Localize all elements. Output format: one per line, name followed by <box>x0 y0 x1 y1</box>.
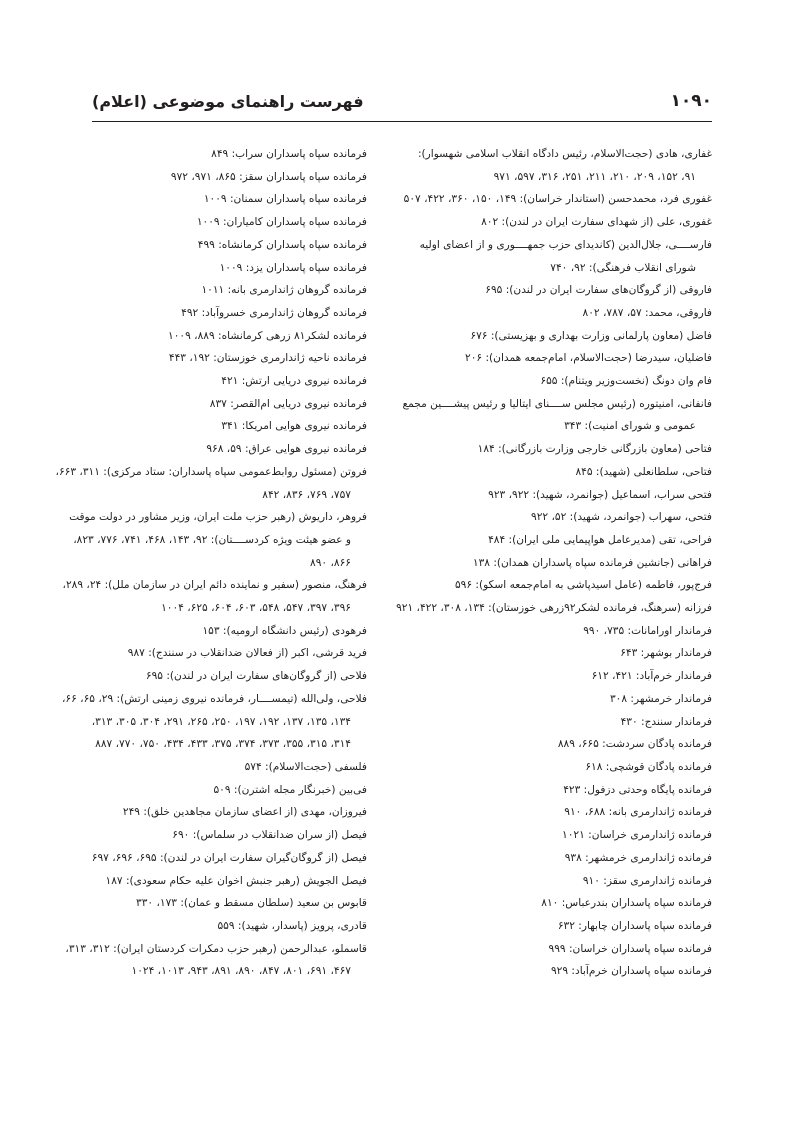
index-entry-line: فرمانده گروهان ژاندارمری خسروآباد: ۴۹۲ <box>181 306 367 319</box>
header-divider <box>92 121 712 122</box>
index-entry <box>391 188 712 211</box>
index-entry-line: فرهودی (رئیس دانشگاه ارومیه): ۱۵۳ <box>202 624 367 637</box>
index-entry-line: فاضل (معاون پارلمانی وزارت بهداری و بهزیستی): ۶۷۶ <box>470 329 712 342</box>
index-entry-continuation: شورای انقلاب فرهنگی): ۹۲، ۷۴۰ <box>550 261 696 274</box>
index-entry <box>91 279 367 302</box>
index-entry <box>391 915 712 938</box>
index-entry-continuation: ۹۱، ۱۵۲، ۲۰۹، ۲۱۰، ۲۱۱، ۲۵۱، ۳۱۶، ۵۹۷، ۹۷۱ <box>493 170 696 183</box>
index-entry-line: قادری، پرویز (پاسدار، شهید): ۵۵۹ <box>217 919 367 932</box>
index-entry <box>91 801 367 824</box>
index-entry <box>391 620 712 643</box>
index-entry <box>391 892 712 915</box>
index-entry-line: فرمانده گروهان ژاندارمری بانه: ۱۰۱۱ <box>201 284 367 297</box>
index-entry <box>391 756 712 779</box>
index-entry-line: فیصل (از گروگان‌گیران سفارت ایران در لندن): ۶۹۵، ۶۹۶، ۶۹۷ <box>91 851 367 864</box>
index-entry-line: فارســــی، جلال‌الدین (کاندیدای حزب جمهــــوری و از اعضای اولیه <box>419 238 712 251</box>
index-entry <box>91 211 367 234</box>
index-entry <box>391 143 712 188</box>
index-entry <box>91 756 367 779</box>
index-entry <box>91 234 367 257</box>
index-entry-line: فروتن (مسئول روابط‌عمومی سپاه پاسداران: ستاد مرکزی): ۳۱۱، ۶۶۳، <box>55 465 367 478</box>
index-entry <box>391 211 712 234</box>
index-entry-line: فراحی، تقی (مدیرعامل هواپیمایی ملی ایران): ۴۸۴ <box>488 533 712 546</box>
index-entry-line: فرمانده لشکر۸۱ زرهی کرمانشاه: ۸۸۹، ۱۰۰۹ <box>168 329 367 342</box>
index-entry-line: فرمانده سپاه پاسداران یزد: ۱۰۰۹ <box>219 261 367 274</box>
index-entry-continuation: ۱۳۴، ۱۳۵، ۱۳۷، ۱۹۲، ۱۹۷، ۲۵۰، ۲۶۵، ۲۹۱، ۳۰۴، ۳۰۵، ۳۱۳، <box>91 715 351 728</box>
index-entry <box>391 847 712 870</box>
index-entry <box>391 938 712 961</box>
index-entry <box>391 779 712 802</box>
index-entry-line: فیصل الجویش (رهبر جنبش اخوان علیه حکام سعودی): ۱۸۷ <box>105 874 367 887</box>
index-entry <box>91 325 367 348</box>
index-entry-continuation: ۴۶۷، ۶۹۱، ۸۰۱، ۸۴۷، ۸۹۰، ۸۹۱، ۹۴۳، ۱۰۱۳، ۱۰۲۴ <box>131 965 351 978</box>
index-entry <box>91 892 367 915</box>
index-entry-line: فرماندار خرمشهر: ۳۰۸ <box>609 692 712 705</box>
index-entry-line: فراهانی (جانشین فرمانده سپاه پاسداران همدان): ۱۳۸ <box>472 556 712 569</box>
index-entry-line: فرمانده سپاه پاسداران کامیاران: ۱۰۰۹ <box>196 216 367 229</box>
running-title: فهرست راهنمای موضوعی (اعلام) <box>92 91 364 111</box>
index-entry <box>55 461 367 506</box>
index-entry-line: فتاحی (معاون بازرگانی خارجی وزارت بازرگانی): ۱۸۴ <box>477 443 712 456</box>
index-entry <box>91 143 367 166</box>
index-entry-line: فاروقی، محمد: ۵۷، ۷۸۷، ۸۰۲ <box>582 306 712 319</box>
index-entry-line: فتاحی، سلطانعلی (شهید): ۸۴۵ <box>575 465 712 478</box>
index-entry-line: فرج‌پور، فاطمه (عامل اسیدپاشی به امام‌جمعه اسکو): ۵۹۶ <box>454 579 712 592</box>
index-entry-line: فرمانده ژاندارمری خرمشهر: ۹۳۸ <box>564 851 712 864</box>
index-entry <box>91 870 367 893</box>
index-entry-line: فرمانده پادگان سردشت: ۶۶۵، ۸۸۹ <box>557 738 712 751</box>
index-entry-line: فلسفی (حجت‌الاسلام): ۵۷۴ <box>244 760 367 773</box>
index-entry-line: فرمانده سپاه پاسداران چابهار: ۶۳۲ <box>557 919 712 932</box>
index-entry <box>91 847 367 870</box>
index-entry <box>391 665 712 688</box>
index-entry <box>391 529 712 552</box>
index-entry-line: فروهر، داریوش (رهبر حزب ملت ایران، وزیر مشاور در دولت موقت <box>69 511 367 524</box>
index-entry <box>91 370 367 393</box>
index-entry <box>391 279 712 302</box>
index-entry <box>91 824 367 847</box>
index-entry-line: قابوس بن سعید (سلطان مسقط و عمان): ۱۷۳، ۳۳۰ <box>136 897 367 910</box>
index-entry-line: فام وان دونگ (نخست‌وزیر ویتنام): ۶۵۵ <box>540 375 712 388</box>
index-entry-line: فرمانده ژاندارمری بانه: ۶۸۸، ۹۱۰ <box>564 806 712 819</box>
index-entry-line: فرمانده پایگاه وحدتی دزفول: ۴۲۳ <box>563 783 712 796</box>
index-entry-line: فرمانده نیروی هوایی عراق: ۵۹، ۹۶۸ <box>206 443 367 456</box>
index-entry-line: فرمانده پادگان قوشچی: ۶۱۸ <box>585 760 712 773</box>
index-entry <box>91 302 367 325</box>
index-entry <box>91 665 367 688</box>
index-entry-line: غفاری، هادی (حجت‌الاسلام، رئیس دادگاه انقلاب اسلامی شهسوار): <box>417 148 712 160</box>
index-entry-line: فرمانده نیروی دریایی ارتش: ۴۲۱ <box>221 375 367 388</box>
index-entry-continuation: عمومی و شورای امنیت): ۳۴۳ <box>564 420 696 433</box>
index-entry <box>391 711 712 734</box>
index-entry-line: فرمانده ژاندارمری سقز: ۹۱۰ <box>582 874 712 887</box>
index-entry-continuation: ۳۹۶، ۳۹۷، ۵۴۷، ۵۴۸، ۶۰۳، ۶۰۴، ۶۲۵، ۱۰۰۴ <box>161 602 351 615</box>
index-entry <box>69 506 367 574</box>
index-entry-line: فرزانه (سرهنگ، فرمانده لشکر۹۲زرهی خوزستان): ۱۳۴، ۳۰۸، ۴۲۲، ۹۲۱ <box>396 602 712 615</box>
index-entry <box>391 438 712 461</box>
index-entry <box>391 824 712 847</box>
index-entry <box>391 325 712 348</box>
index-entry-line: فیروزان، مهدی (از اعضای سازمان مجاهدین خلق): ۲۴۹ <box>122 806 367 819</box>
index-entry <box>91 393 367 416</box>
page-header <box>92 86 712 116</box>
index-entry-line: فرمانده سپاه پاسداران کرمانشاه: ۴۹۹ <box>197 238 367 251</box>
index-entry <box>391 870 712 893</box>
index-entry <box>91 915 367 938</box>
index-entry-line: فرمانده ژاندارمری خراسان: ۱۰۲۱ <box>562 829 712 842</box>
index-entry <box>91 415 367 438</box>
index-column-left <box>55 143 367 983</box>
index-entry <box>91 188 367 211</box>
index-entry <box>391 552 712 575</box>
index-entry <box>391 574 712 597</box>
index-entry <box>91 620 367 643</box>
index-entry-line: غفوری، علی (از شهدای سفارت ایران در لندن): ۸۰۲ <box>481 216 712 229</box>
index-entry-line: فرمانده سپاه پاسداران خرم‌آباد: ۹۲۹ <box>550 965 712 978</box>
index-entry-line: فرمانده ناحیه ژاندارمری خوزستان: ۱۹۲، ۴۴۳ <box>168 352 367 365</box>
index-entry <box>91 257 367 280</box>
index-entry <box>61 688 367 756</box>
index-entry-line: فرماندار اورامانات: ۷۳۵، ۹۹۰ <box>583 624 712 637</box>
index-entry-line: فاروقی (از گروگان‌های سفارت ایران در لندن): ۶۹۵ <box>485 284 712 297</box>
index-entry-line: فانفانی، امنیتوره (رئیس مجلس ســــنای ایتالیا و رئیس پیشــــین مجمع <box>402 397 712 410</box>
index-entry <box>391 733 712 756</box>
index-entry-line: فرماندار سنندج: ۴۳۰ <box>620 715 712 728</box>
index-entry <box>391 801 712 824</box>
index-entry-line: فیصل (از سران ضدانقلاب در سلماس): ۶۹۰ <box>172 829 367 842</box>
index-entry <box>65 938 367 983</box>
index-entry <box>391 597 712 620</box>
index-entry <box>391 347 712 370</box>
index-entry-line: فرمانده سپاه پاسداران سراب: ۸۴۹ <box>211 148 367 160</box>
index-entry-line: فرمانده سپاه پاسداران بندرعباس: ۸۱۰ <box>541 897 712 910</box>
index-entry-continuation: ۷۵۷، ۷۶۹، ۸۳۶، ۸۴۲ <box>262 488 351 501</box>
index-entry <box>91 166 367 189</box>
index-entry-line: قاسملو، عبدالرحمن (رهبر حزب دمکرات کردستان ایران): ۳۱۲، ۳۱۳، <box>65 942 367 955</box>
index-entry <box>391 688 712 711</box>
index-entry <box>91 438 367 461</box>
page-number: ۱۰۹۰ <box>670 91 712 111</box>
index-entry-line: فرمانده سپاه پاسداران سمنان: ۱۰۰۹ <box>203 193 367 206</box>
index-entry-continuation: ۳۱۴، ۳۱۵، ۳۵۵، ۳۷۳، ۳۷۴، ۳۷۵، ۴۳۳، ۴۳۴، ۷۵۰، ۷۷۰، ۸۸۷ <box>95 738 351 751</box>
index-entry-line: فلاحی، ولی‌الله (تیمســــار، فرمانده نیروی زمینی ارتش): ۲۹، ۶۵، ۶۶، <box>61 692 367 705</box>
index-entry-line: فی‌بین (خبرنگار مجله اشترن): ۵۰۹ <box>213 783 367 796</box>
index-entry <box>91 779 367 802</box>
index-entry-line: فرماندار بوشهر: ۶۴۳ <box>620 647 712 660</box>
index-entry-line: فرمانده نیروی هوایی امریکا: ۳۴۱ <box>221 420 367 433</box>
index-entry <box>391 302 712 325</box>
index-entry <box>391 642 712 665</box>
index-entry-continuation: و عضو هیئت ویژه کردســــتان): ۹۲، ۱۴۳، ۴۶۸، ۷۴۱، ۷۷۶، ۸۲۳، <box>73 533 351 546</box>
index-entry-line: فاضلیان، سیدرضا (حجت‌الاسلام، امام‌جمعه همدان): ۲۰۶ <box>465 352 712 365</box>
index-entry <box>391 370 712 393</box>
index-entry-continuation: ۸۶۶، ۸۹۰ <box>310 556 351 569</box>
index-entry-line: فلاحی (از گروگان‌های سفارت ایران در لندن): ۶۹۵ <box>145 670 367 683</box>
index-entry <box>391 393 712 438</box>
index-entry <box>391 234 712 279</box>
index-entry-line: فرمانده نیروی دریایی ام‌القصر: ۸۳۷ <box>209 397 367 410</box>
index-entry <box>391 506 712 529</box>
index-entry <box>62 574 367 619</box>
index-entry <box>391 484 712 507</box>
index-entry <box>91 642 367 665</box>
index-entry-line: فرهنگ، منصور (سفیر و نماینده دائم ایران در سازمان ملل): ۲۴، ۲۸۹، <box>62 579 367 592</box>
index-entry-line: فرماندار خرم‌آباد: ۴۲۱، ۶۱۲ <box>591 670 712 683</box>
index-column-right <box>391 143 712 983</box>
index-entry <box>91 347 367 370</box>
index-entry-line: غفوری فرد، محمدحسن (استاندار خراسان): ۱۴۹، ۱۵۰، ۳۶۰، ۴۲۲، ۵۰۷ <box>403 193 712 206</box>
index-entry <box>391 461 712 484</box>
index-entry-line: فتحی سراب، اسماعیل (جوانمرد، شهید): ۹۲۲، ۹۲۳ <box>488 488 712 501</box>
index-entry-line: فرمانده سپاه پاسداران خراسان: ۹۹۹ <box>548 942 712 955</box>
index-entry-line: فتحی، سهراب (جوانمرد، شهید): ۵۲، ۹۲۲ <box>531 511 712 524</box>
index-entry <box>391 960 712 983</box>
index-entry-line: فرید قرشی، اکبر (از فعالان ضدانقلاب در سنندج): ۹۸۷ <box>127 647 367 660</box>
index-entry-line: فرمانده سپاه پاسداران سقز: ۸۶۵، ۹۷۱، ۹۷۲ <box>170 170 367 183</box>
